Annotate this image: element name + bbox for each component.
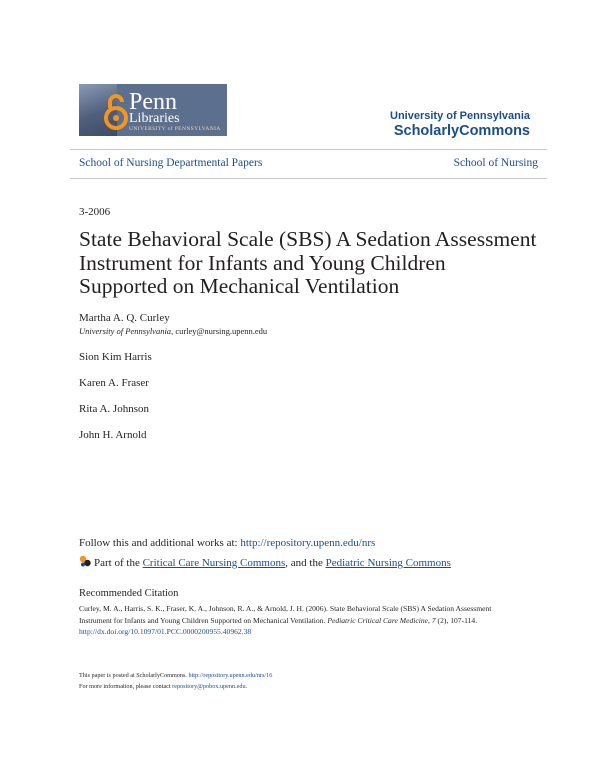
part-of-prefix: Part of the bbox=[94, 557, 143, 569]
part-of-line bbox=[79, 555, 451, 569]
author-name: John H. Arnold bbox=[79, 429, 147, 441]
contact-email-link[interactable]: repository@pobox.upenn.edu bbox=[172, 683, 246, 690]
affiliation-institution: University of Pennsylvania bbox=[79, 326, 172, 336]
part-of-middle: , and the bbox=[285, 557, 326, 569]
author-affiliation bbox=[79, 326, 267, 336]
open-access-lock-icon bbox=[101, 92, 131, 130]
commons-network-icon bbox=[79, 555, 91, 567]
citation-issue-pages: (2), 107-114. bbox=[435, 615, 478, 625]
citation-authors-title: Curley, M. A., Harris, S. K., Fraser, K. A., Johnson, R. A., & Arnold, J. H. (2006). State Behavioral Scale (SBS) A Sedation Assessment Instrument for Infants and Young Children Supported on Mechanical Ventilation. bbox=[79, 604, 492, 625]
posted-prefix: This paper is posted at ScholarlyCommons. bbox=[79, 672, 189, 679]
repository-link[interactable]: http://repository.upenn.edu/nrs bbox=[240, 537, 376, 549]
publication-date: 3-2006 bbox=[79, 206, 111, 218]
logo-libraries-text: Libraries bbox=[129, 111, 180, 126]
critical-care-nursing-commons-link[interactable]: Critical Care Nursing Commons bbox=[142, 557, 286, 569]
posted-at-line bbox=[79, 672, 272, 679]
brand-scholarlycommons[interactable]: ScholarlyCommons bbox=[393, 123, 530, 139]
follow-text: Follow this and additional works at: bbox=[79, 537, 241, 549]
citation-journal: Pediatric Critical Care Medicine, 7 bbox=[327, 615, 436, 625]
author-name: Sion Kim Harris bbox=[79, 351, 152, 363]
nav-link-departmental-papers[interactable]: School of Nursing Departmental Papers bbox=[79, 157, 263, 169]
nav-link-school-of-nursing[interactable]: School of Nursing bbox=[453, 157, 538, 169]
contact-line bbox=[79, 683, 247, 690]
follow-line bbox=[79, 537, 375, 549]
header-divider-top bbox=[70, 149, 547, 150]
header-divider-bottom bbox=[70, 178, 547, 179]
logo-university-text: UNIVERSITY of PENNSYLVANIA bbox=[129, 126, 221, 132]
contact-prefix: For more information, please contact bbox=[79, 683, 173, 690]
logo-penn-text: Penn bbox=[129, 89, 177, 115]
citation-text bbox=[79, 603, 524, 638]
recommended-citation-heading: Recommended Citation bbox=[79, 588, 179, 599]
author-name: Martha A. Q. Curley bbox=[79, 312, 170, 324]
paper-title: State Behavioral Scale (SBS) A Sedation Assessment Instrument for Infants and Young Children Supported on Mechanical Ventilation bbox=[79, 227, 537, 298]
author-name: Rita A. Johnson bbox=[79, 403, 149, 415]
brand-university[interactable]: University of Pennsylvania bbox=[390, 110, 530, 122]
affiliation-email: , curley@nursing.upenn.edu bbox=[171, 326, 268, 336]
contact-suffix: . bbox=[245, 683, 248, 690]
author-name: Karen A. Fraser bbox=[79, 377, 149, 389]
penn-libraries-logo bbox=[79, 84, 227, 136]
doi-link[interactable]: http://dx.doi.org/10.1097/01.PCC.0000200955.40962.38 bbox=[79, 627, 252, 636]
paper-url-link[interactable]: http://repository.upenn.edu/nrs/16 bbox=[188, 672, 273, 679]
pediatric-nursing-commons-link[interactable]: Pediatric Nursing Commons bbox=[325, 557, 451, 569]
